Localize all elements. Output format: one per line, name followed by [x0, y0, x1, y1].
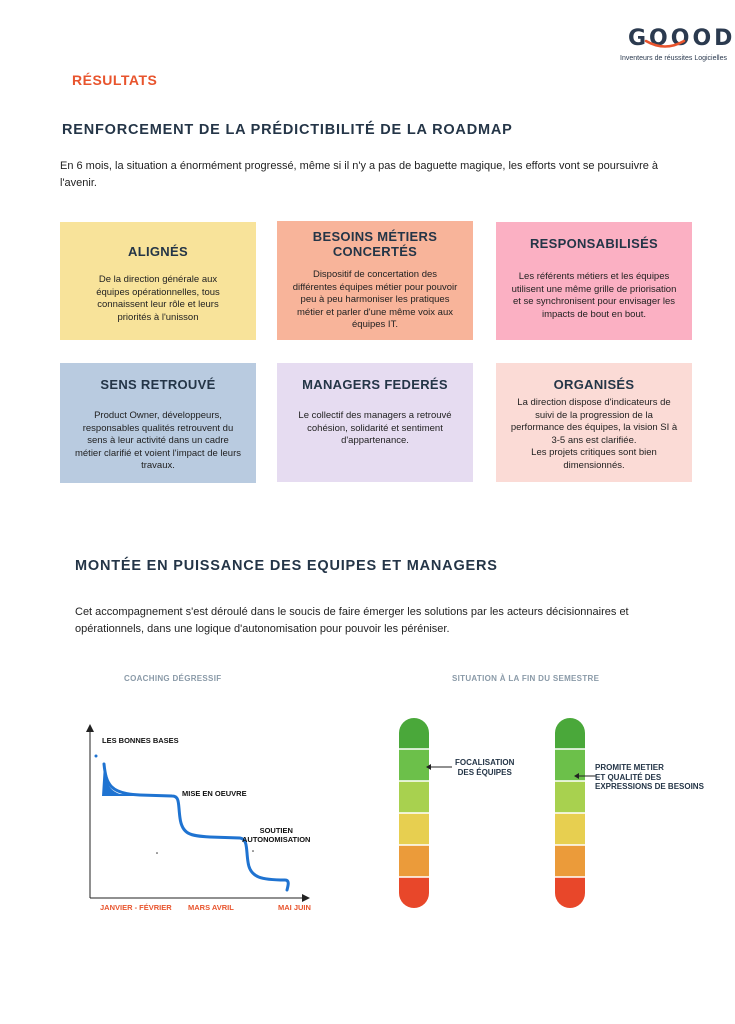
coaching-subtitle: COACHING DÉGRESSIF	[124, 674, 222, 683]
coaching-chart	[80, 722, 320, 912]
intro-paragraph: En 6 mois, la situation a énormément progressé, même si il n'y a pas de baguette magique, les efforts vont se poursuivre à l'avenir.	[60, 160, 659, 189]
logo-tagline: Inventeurs de réussites Logicielles	[620, 55, 728, 62]
section-heading-roadmap: RENFORCEMENT DE LA PRÉDICTIBILITÉ DE LA ROADMAP	[62, 122, 513, 138]
card-title: SENS RETROUVÉ	[100, 377, 216, 392]
arrow-icon	[426, 763, 452, 771]
marker-dot	[252, 850, 254, 852]
section-label: RÉSULTATS	[72, 72, 158, 88]
card-organises	[496, 363, 692, 482]
y-axis-arrow-icon	[86, 724, 94, 732]
logo-smile-icon	[640, 38, 690, 52]
situation-subtitle: SITUATION À LA FIN DU SEMESTRE	[452, 674, 600, 683]
card-body: Les référents métiers et les équipes utilisent une même grille de priorisation et se synchronisent pour envisager les impacts de bout en bout.	[511, 271, 677, 320]
coaching-phase-label	[242, 826, 310, 844]
gauge-segment	[555, 877, 585, 908]
label-line: EXPRESSIONS DE BESOINS	[595, 782, 704, 791]
card-body: Product Owner, développeurs, responsables qualités retrouvent du sens à leur activité dans un cadre métier clarifié et voient l'impact de leurs travaux.	[74, 410, 242, 471]
x-axis-label: JANVIER - FÉVRIER	[100, 903, 172, 912]
section-heading-equipes: MONTÉE EN PUISSANCE DES EQUIPES ET MANAGERS	[75, 558, 498, 574]
card-managers-federes	[277, 363, 473, 482]
card-body: Dispositif de concertation des différentes équipes métier pour pouvoir peu à peu harmoniser les pratiques métier et parler d'une même voix aux équipes IT.	[292, 269, 458, 330]
arrow-icon	[574, 772, 596, 780]
phase3-line1: SOUTIEN	[259, 826, 293, 835]
start-dot	[95, 755, 98, 758]
card-responsabilises	[496, 222, 692, 340]
card-title: MANAGERS FEDERÉS	[302, 377, 448, 392]
gauge-segment	[399, 845, 429, 877]
card-title: ALIGNÉS	[128, 244, 188, 259]
card-alignes	[60, 222, 256, 340]
coaching-curve-fill	[102, 764, 178, 796]
gauge-focalisation	[399, 718, 429, 908]
x-axis-label: MAI JUIN	[278, 903, 311, 912]
gauge-label-focalisation	[455, 758, 514, 777]
card-title: ORGANISÉS	[553, 377, 635, 392]
gauge-segment	[399, 749, 429, 781]
label-line: FOCALISATION	[455, 758, 515, 767]
gauge-label-promite-metier	[595, 763, 704, 792]
gauge-segment	[399, 781, 429, 813]
marker-dot	[156, 852, 158, 854]
x-axis-arrow-icon	[302, 894, 310, 902]
coaching-phase-label: LES BONNES BASES	[102, 736, 179, 745]
card-body: Le collectif des managers a retrouvé cohésion, solidarité et sentiment d'appartenance.	[298, 410, 452, 446]
logo-wordmark: GOOOD	[628, 26, 735, 51]
x-axis-label: MARS AVRIL	[188, 903, 234, 912]
intro-paragraph-2: Cet accompagnement s'est déroulé dans le soucis de faire émerger les solutions par les acteurs décisionnaires et opérationnels, dans une logique d'autonomisation pour pouvoir les péréniser.	[75, 606, 629, 635]
label-line: PROMITE METIER	[595, 763, 664, 772]
card-sens-retrouve	[60, 363, 256, 483]
gauge-segment	[399, 813, 429, 845]
gauge-segment	[555, 718, 585, 749]
label-line: ET QUALITÉ DES	[595, 772, 662, 782]
gauge-segment	[555, 845, 585, 877]
gauge-segment	[555, 781, 585, 813]
gauge-segment	[399, 718, 429, 749]
card-title: BESOINS MÉTIERS CONCERTÉS	[312, 229, 438, 259]
phase3-line2: AUTONOMISATION	[242, 835, 311, 844]
card-title: RESPONSABILISÉS	[529, 236, 659, 251]
gauge-segment	[555, 813, 585, 845]
card-besoins-metiers	[277, 221, 473, 340]
label-line: DES ÉQUIPES	[457, 767, 512, 777]
coaching-phase-label: MISE EN OEUVRE	[182, 789, 247, 798]
gauge-segment	[399, 877, 429, 908]
gauge-promite-metier	[555, 718, 585, 908]
card-body: La direction dispose d'indicateurs de suivi de la progression de la performance des équipes, la vision SI à 3-5 ans est clarifiée. Les projets critiques sont bien dimensionnés.	[510, 397, 678, 471]
card-body: De la direction générale aux équipes opérationnelles, tous connaissent leur rôle et leurs priorités à l'unisson	[96, 274, 220, 323]
